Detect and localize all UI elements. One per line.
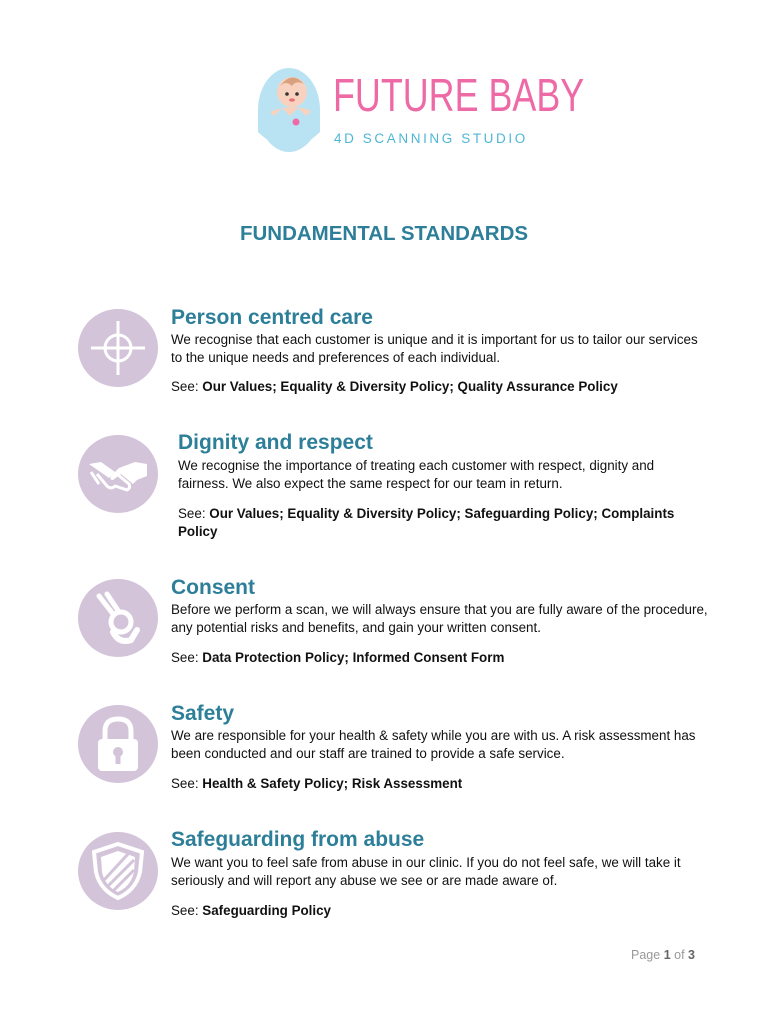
see-links: Our Values; Equality & Diversity Policy; Quality Assurance Policy: [202, 379, 618, 394]
section-see-line: [171, 649, 711, 667]
section-heading: Safeguarding from abuse: [171, 828, 425, 851]
see-label: See:: [178, 506, 206, 521]
section-body: We recognise that each customer is unique and it is important for us to tailor our services to the unique needs and preferences of each individual.: [171, 332, 698, 365]
section-heading: Dignity and respect: [178, 431, 373, 454]
see-label: See:: [171, 650, 199, 665]
current-page: 1: [663, 948, 671, 962]
page-word: Page: [631, 948, 661, 962]
section-body: Before we perform a scan, we will always ensure that you are fully aware of the procedure, any potential risks and benefits, and gain your written consent.: [171, 602, 708, 635]
section-see-line: [171, 378, 711, 396]
total-pages: 3: [688, 948, 695, 962]
brand-name: FUTURE BABY: [333, 69, 585, 121]
section-body: We want you to feel safe from abuse in our clinic. If you do not feel safe, we will take it seriously and will report any abuse we see or are made aware of.: [171, 855, 681, 888]
see-links: Our Values; Equality & Diversity Policy; Safeguarding Policy; Complaints Policy: [178, 506, 675, 539]
section-body: We recognise the importance of treating each customer with respect, dignity and fairness. We also expect the same respect for our team in return.: [178, 458, 655, 491]
see-label: See:: [171, 903, 199, 918]
brand-logo: [256, 62, 585, 157]
handshake-icon: [78, 435, 158, 513]
padlock-icon: [78, 705, 158, 783]
section-see-line: [178, 505, 713, 541]
see-label: See:: [171, 379, 199, 394]
brand-subtitle: 4D SCANNING STUDIO: [334, 131, 528, 146]
of-word: of: [674, 948, 685, 962]
shield-icon: [78, 832, 158, 910]
section-heading: Person centred care: [171, 306, 373, 329]
baby-egg-icon: [256, 62, 322, 154]
section-see-line: [171, 902, 711, 920]
see-links: Data Protection Policy; Informed Consent Form: [202, 650, 505, 665]
see-label: See:: [171, 776, 199, 791]
section-heading: Safety: [171, 702, 235, 725]
page-number: [631, 948, 695, 962]
see-links: Safeguarding Policy: [202, 903, 332, 918]
see-links: Health & Safety Policy; Risk Assessment: [202, 776, 463, 791]
crosshair-icon: [78, 309, 158, 387]
page-title: FUNDAMENTAL STANDARDS: [239, 222, 529, 245]
section-heading: Consent: [171, 576, 255, 599]
section-body: We are responsible for your health & safety while you are with us. A risk assessment has been conducted and our staff are trained to provide a safe service.: [171, 728, 696, 761]
ok-hand-icon: [78, 579, 158, 657]
section-see-line: [171, 775, 711, 793]
